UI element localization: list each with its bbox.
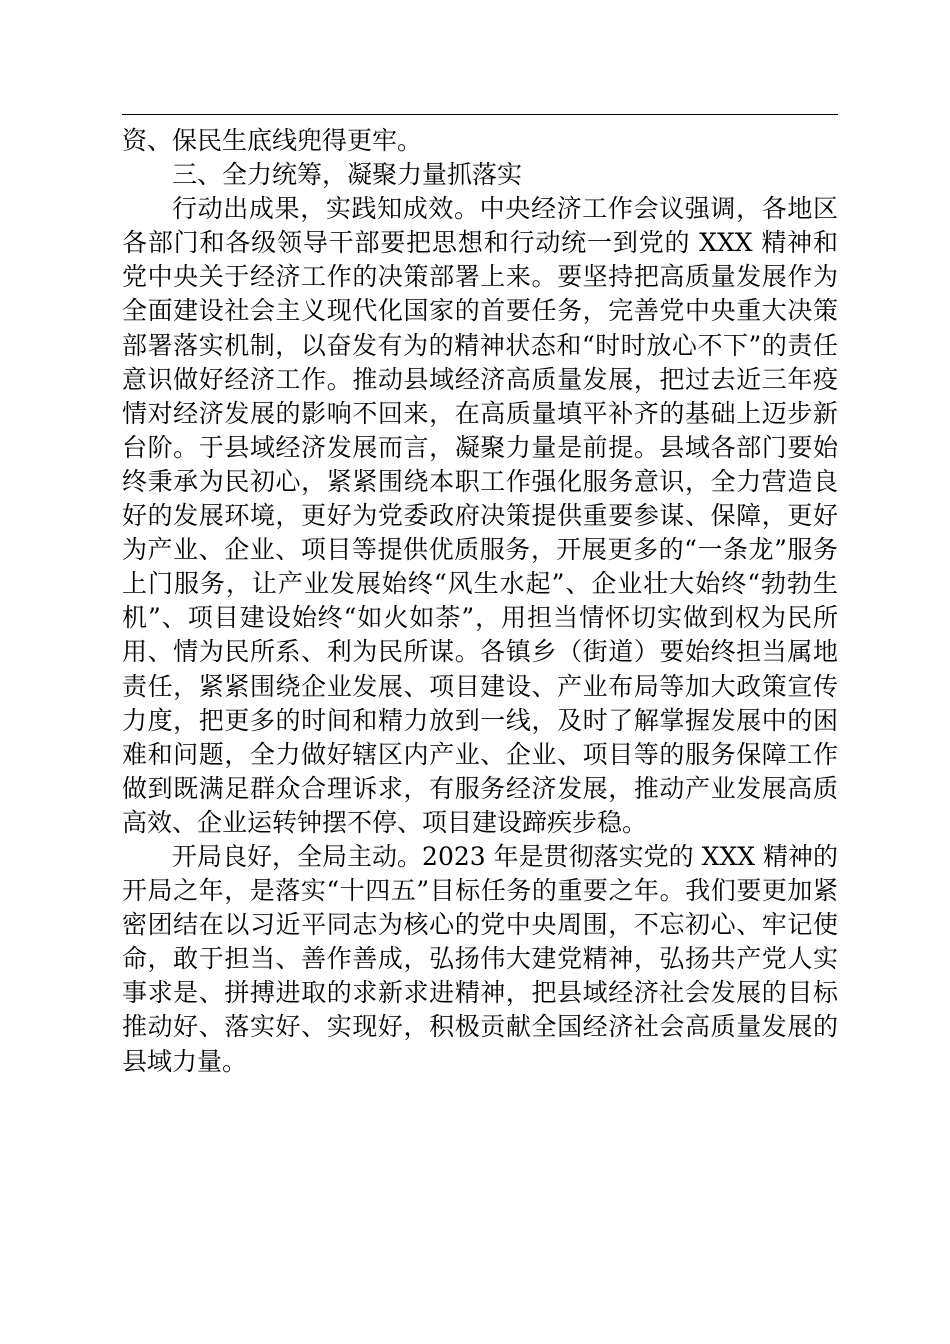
- text-line: 高效、企业运转钟摆不停、项目建设蹄疾步稳。: [122, 807, 648, 837]
- text-line: 推动好、落实好、实现好，积极贡献全国经济社会高质量发展的: [122, 1012, 838, 1042]
- text-line: 台阶。于县域经济发展而言，凝聚力量是前提。县域各部门要始: [122, 432, 838, 462]
- text-line: 力度，把更多的时间和精力放到一线，及时了解掌握发展中的困: [122, 705, 838, 735]
- text-line: 全面建设社会主义现代化国家的首要任务，完善党中央重大决策: [122, 296, 838, 326]
- text-line: 好的发展环境，更好为党委政府决策提供重要参谋、保障，更好: [122, 501, 838, 531]
- text-line: 开局之年，是落实“十四五”目标任务的重要之年。我们要更加紧: [122, 876, 838, 906]
- text-line: 县域力量。: [122, 1046, 248, 1076]
- text-line: 上门服务，让产业发展始终“风生水起”、企业壮大始终“勃勃生: [122, 569, 838, 599]
- text-line: 党中央关于经济工作的决策部署上来。要坚持把高质量发展作为: [122, 262, 838, 292]
- text-line: 开局良好，全局主动。2023 年是贯彻落实党的 XXX 精神的: [172, 841, 838, 871]
- text-line: 各部门和各级领导干部要把思想和行动统一到党的 XXX 精神和: [122, 228, 838, 258]
- body-text: [122, 124, 838, 1079]
- text-line: 资、保民生底线兜得更牢。: [122, 126, 423, 155]
- text-line: 事求是、拼搏进取的求新求进精神，把县域经济社会发展的目标: [122, 978, 838, 1008]
- text-line: 密团结在以习近平同志为核心的党中央周围，不忘初心、牢记使: [122, 910, 838, 940]
- text-line: 意识做好经济工作。推动县域经济高质量发展，把过去近三年疫: [122, 364, 838, 394]
- text-line: 行动出成果，实践知成效。中央经济工作会议强调，各地区: [172, 194, 838, 224]
- text-line: 用、情为民所系、利为民所谋。各镇乡（街道）要始终担当属地: [122, 637, 838, 667]
- text-line: 部署落实机制，以奋发有为的精神状态和“时时放心不下”的责任: [122, 330, 838, 360]
- text-line: 机”、项目建设始终“如火如荼”，用担当情怀切实做到权为民所: [122, 603, 838, 633]
- text-line: 责任，紧紧围绕企业发展、项目建设、产业布局等加大政策宣传: [122, 671, 838, 701]
- text-line: 做到既满足群众合理诉求，有服务经济发展，推动产业发展高质: [122, 773, 838, 803]
- text-line: 为产业、企业、项目等提供优质服务，开展更多的“一条龙”服务: [122, 535, 838, 565]
- text-line: 情对经济发展的影响不回来，在高质量填平补齐的基础上迈步新: [122, 398, 838, 428]
- text-line: 命，敢于担当、善作善成，弘扬伟大建党精神，弘扬共产党人实: [122, 944, 838, 974]
- section-heading: 三、全力统筹，凝聚力量抓落实: [172, 160, 523, 190]
- text-line: 难和问题，全力做好辖区内产业、企业、项目等的服务保障工作: [122, 739, 838, 769]
- header-rule: [122, 114, 838, 115]
- text-line: 终秉承为民初心，紧紧围绕本职工作强化服务意识，全力营造良: [122, 466, 838, 496]
